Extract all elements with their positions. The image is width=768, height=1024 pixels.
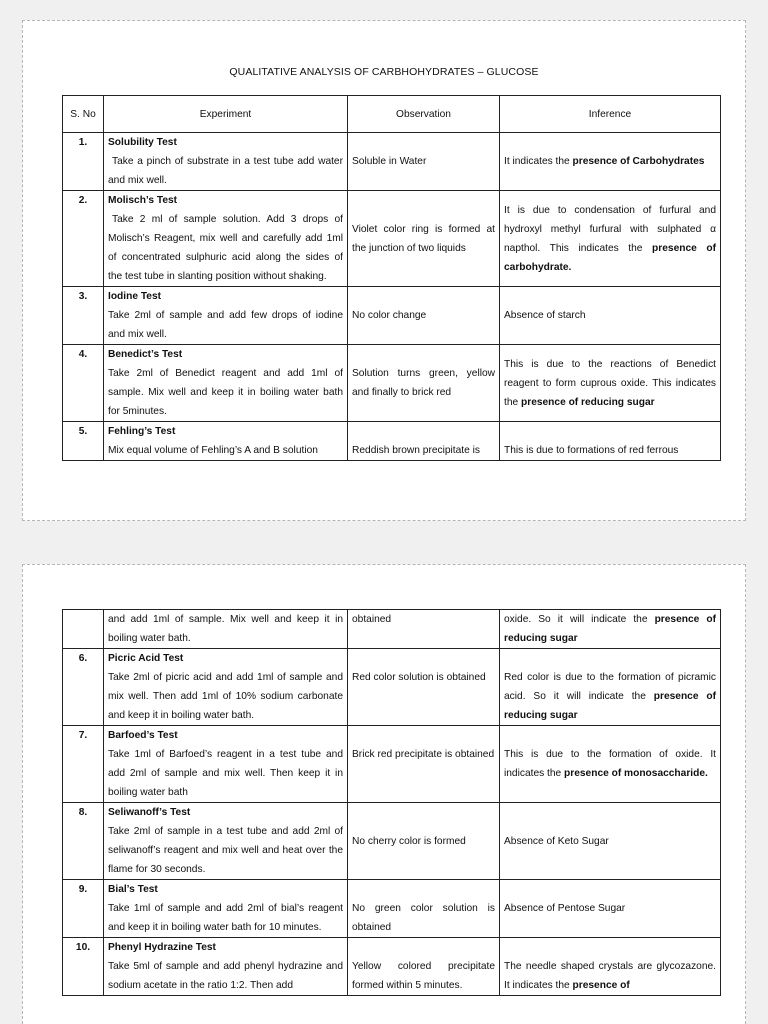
inference-cell	[500, 287, 721, 345]
header-observation: Observation	[348, 96, 500, 133]
experiment-cell	[104, 191, 348, 287]
test-name: Molisch’s Test	[108, 195, 178, 206]
test-procedure: Take 5ml of sample and add phenyl hydrazine and sodium acetate in the ratio 1:2. Then add	[108, 961, 343, 991]
inference-cell	[500, 726, 721, 803]
row-number: 6.	[63, 649, 104, 726]
test-procedure: Take 2ml of sample in a test tube and add 2ml of seliwanoff’s reagent and mix well and heat over the flame for 30 seconds.	[108, 826, 343, 875]
inference-emphasis: presence of monosaccharide.	[564, 768, 708, 779]
table-header-row	[63, 96, 721, 133]
test-name: Seliwanoff’s Test	[108, 807, 191, 818]
test-procedure: Take 2ml of sample and add few drops of iodine and mix well.	[108, 310, 343, 340]
inference-emphasis: presence of Carbohydrates	[572, 156, 705, 167]
experiment-cell	[104, 880, 348, 938]
test-procedure: Take 1ml of Barfoed’s reagent in a test tube and add 2ml of sample and mix well. Then keep it in boiling water bath	[108, 749, 343, 798]
table-body	[63, 133, 721, 461]
observation-cell: obtained	[348, 610, 500, 649]
inference-cell	[500, 610, 721, 649]
table-row	[63, 191, 721, 287]
table-row	[63, 287, 721, 345]
inference-emphasis: presence of reducing sugar	[521, 396, 655, 408]
observation-cell: No color change	[348, 287, 500, 345]
row-number	[63, 610, 104, 649]
table-row	[63, 803, 721, 880]
test-name: Picric Acid Test	[108, 653, 184, 664]
table-row	[63, 649, 721, 726]
row-number: 3.	[63, 287, 104, 345]
row-number: 8.	[63, 803, 104, 880]
experiment-cell	[104, 803, 348, 880]
inference-cell	[500, 191, 721, 287]
table-row	[63, 133, 721, 191]
test-name: Solubility Test	[108, 137, 177, 148]
test-name: Benedict’s Test	[108, 349, 183, 360]
test-procedure: and add 1ml of sample. Mix well and keep it in boiling water bath.	[108, 614, 343, 644]
inference-text: Absence of Keto Sugar	[504, 835, 609, 847]
table-row	[63, 345, 721, 422]
observation-cell: No green color solution is obtained	[348, 880, 500, 938]
page-title: QUALITATIVE ANALYSIS OF CARBHOHYDRATES – GLUCOSE	[229, 66, 539, 78]
row-number: 2.	[63, 191, 104, 287]
inference-text: It indicates the	[504, 156, 573, 167]
row-number: 1.	[63, 133, 104, 191]
analysis-table	[62, 95, 721, 461]
table-row	[63, 938, 721, 996]
table-row	[63, 422, 721, 461]
table-row	[63, 880, 721, 938]
test-procedure: Take 1ml of sample and add 2ml of bial’s reagent and keep it in boiling water bath for 10 minutes.	[108, 903, 343, 933]
observation-cell: Solution turns green, yellow and finally to brick red	[348, 345, 500, 422]
row-number: 7.	[63, 726, 104, 803]
inference-emphasis: presence of reducing sugar	[504, 691, 716, 721]
inference-cell	[500, 649, 721, 726]
inference-emphasis: presence of	[572, 980, 630, 991]
inference-text: Absence of starch	[504, 310, 586, 321]
inference-text: Red color is due to the formation of picramic acid. So it will indicate the	[504, 672, 716, 702]
header-inference: Inference	[500, 96, 721, 133]
observation-cell: Violet color ring is formed at the junction of two liquids	[348, 191, 500, 287]
row-number: 5.	[63, 422, 104, 461]
header-sno: S. No	[63, 96, 104, 133]
experiment-cell	[104, 938, 348, 996]
test-name: Iodine Test	[108, 291, 162, 302]
inference-cell	[500, 133, 721, 191]
observation-cell: Soluble in Water	[348, 133, 500, 191]
inference-cell	[500, 422, 721, 461]
inference-text: oxide. So it will indicate the	[504, 614, 655, 625]
experiment-cell	[104, 649, 348, 726]
observation-cell: Red color solution is obtained	[348, 649, 500, 726]
test-name: Fehling’s Test	[108, 426, 176, 437]
inference-text: This is due to formations of red ferrous	[504, 445, 679, 456]
inference-cell	[500, 880, 721, 938]
inference-cell	[500, 938, 721, 996]
experiment-cell	[104, 345, 348, 422]
header-experiment: Experiment	[104, 96, 348, 133]
observation-cell: Yellow colored precipitate formed within 5 minutes.	[348, 938, 500, 996]
experiment-cell	[104, 422, 348, 461]
row-number: 9.	[63, 880, 104, 938]
inference-cell	[500, 803, 721, 880]
observation-cell: No cherry color is formed	[348, 803, 500, 880]
document-page-1	[22, 20, 746, 521]
inference-cell	[500, 345, 721, 422]
inference-emphasis: presence of carbohydrate.	[504, 242, 716, 273]
observation-cell: Brick red precipitate is obtained	[348, 726, 500, 803]
test-procedure: Mix equal volume of Fehling’s A and B solution	[108, 445, 318, 456]
experiment-cell	[104, 287, 348, 345]
observation-cell: Reddish brown precipitate is	[348, 422, 500, 461]
inference-emphasis: presence of reducing sugar	[504, 614, 717, 644]
inference-text: The needle shaped crystals are glycozazone. It indicates the	[504, 961, 716, 991]
test-procedure: Take 2 ml of sample solution. Add 3 drops of Molisch’s Reagent, mix well and carefully add 1ml of concentrated sulphuric acid along the sides of the test tube in slanting position without shaking.	[108, 214, 343, 282]
experiment-cell	[104, 133, 348, 191]
inference-text: Absence of Pentose Sugar	[504, 903, 626, 914]
inference-text: It is due to condensation of furfural and hydroxyl methyl furfural with sulphated α napthol. This indicates the	[504, 204, 716, 254]
inference-text: This is due to the formation of oxide. It indicates the	[504, 749, 716, 779]
table-body	[63, 610, 721, 996]
test-procedure: Take a pinch of substrate in a test tube add water and mix well.	[108, 156, 343, 186]
row-number: 4.	[63, 345, 104, 422]
inference-text: This is due to the reactions of Benedict reagent to form cuprous oxide. This indicates the	[504, 358, 716, 408]
experiment-cell	[104, 610, 348, 649]
experiment-cell	[104, 726, 348, 803]
table-row-continued	[63, 610, 721, 649]
analysis-table-continued	[62, 609, 721, 996]
test-name: Phenyl Hydrazine Test	[108, 942, 216, 953]
table-row	[63, 726, 721, 803]
test-name: Barfoed’s Test	[108, 730, 178, 741]
document-page-2	[22, 564, 746, 1024]
test-procedure: Take 2ml of Benedict reagent and add 1ml of sample. Mix well and keep it in boiling water bath for 5minutes.	[108, 368, 343, 417]
row-number: 10.	[63, 938, 104, 996]
test-name: Bial’s Test	[108, 884, 158, 895]
test-procedure: Take 2ml of picric acid and add 1ml of sample and mix well. Then add 1ml of 10% sodium carbonate and keep it in boiling water bath.	[108, 672, 343, 721]
